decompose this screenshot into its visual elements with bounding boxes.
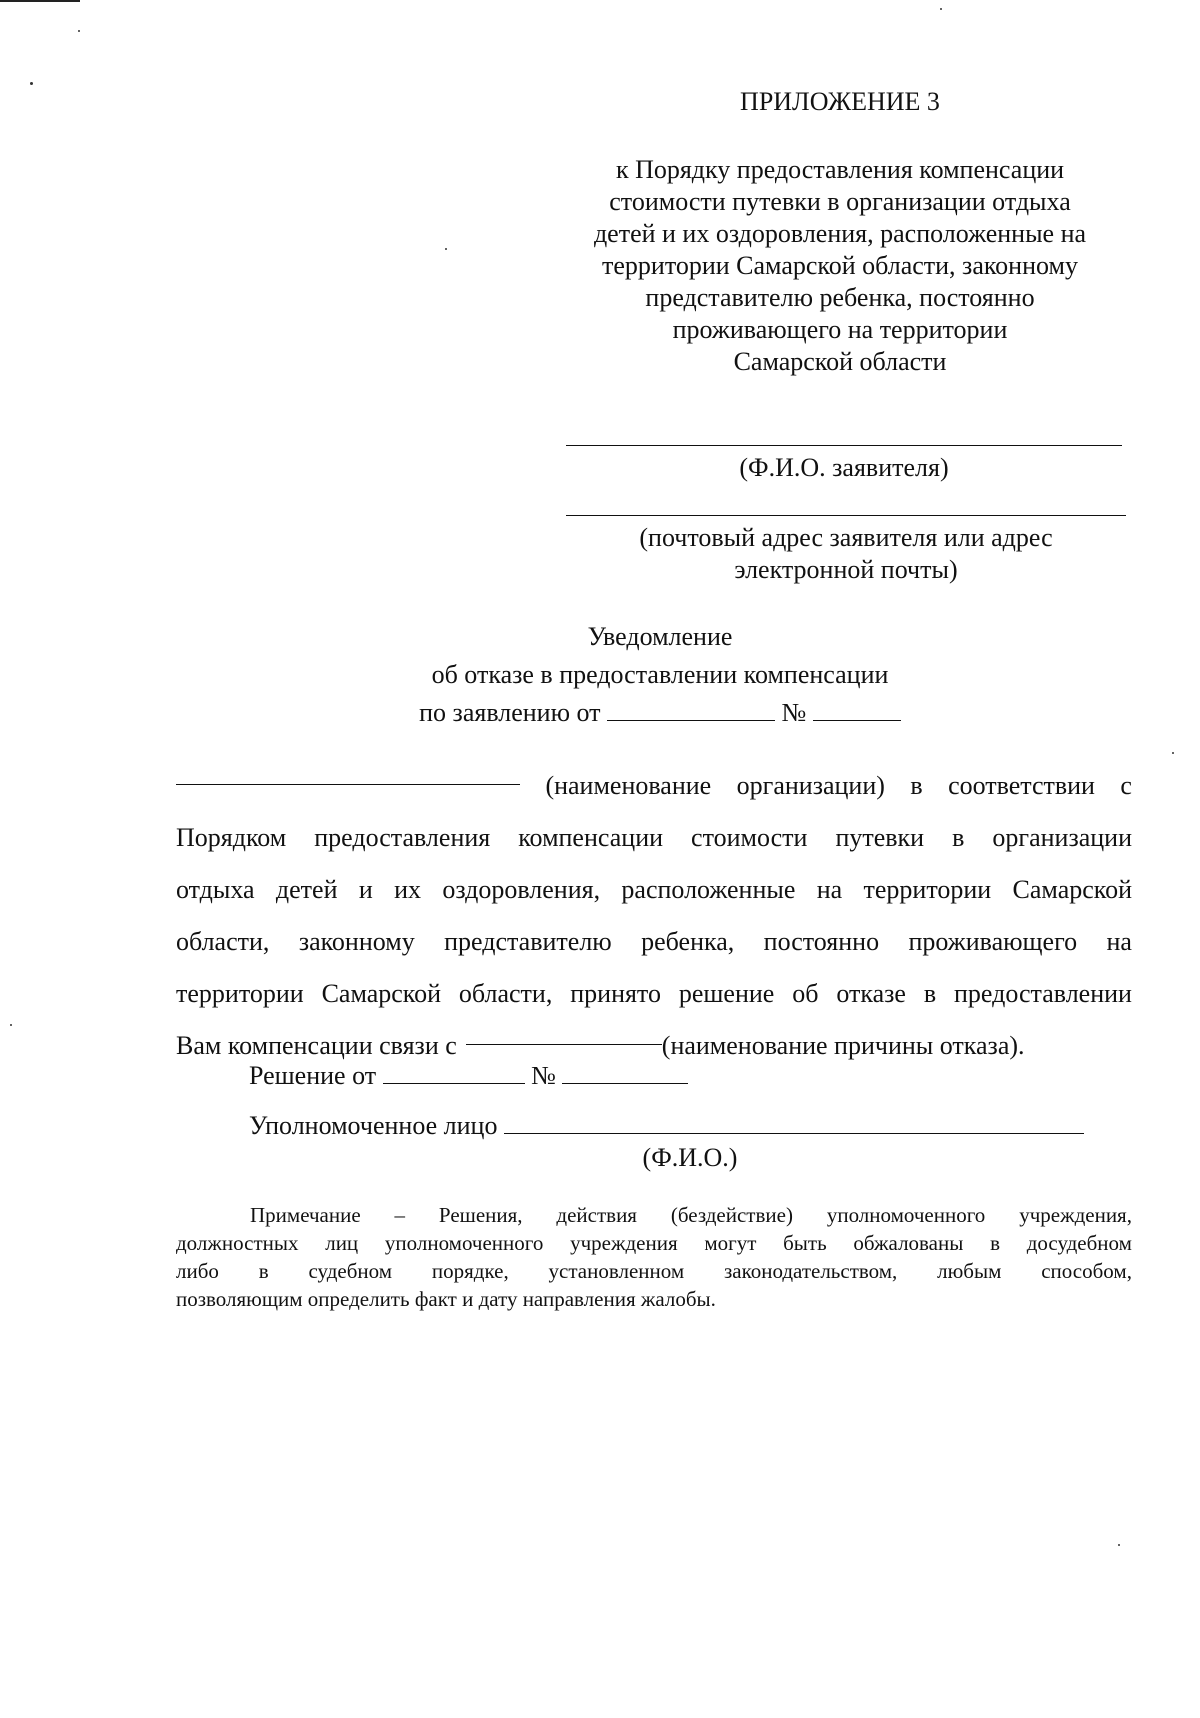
decision-date-blank [383, 1059, 525, 1084]
applicant-name-line [566, 445, 1122, 446]
body-word: в [923, 979, 937, 1008]
body-line-2 [176, 812, 1132, 864]
applicant-address-caption [566, 522, 1126, 586]
body-word: Самарской [1012, 875, 1132, 904]
scan-speck [30, 82, 33, 85]
body-line-1 [176, 760, 1132, 812]
body-word: законному [298, 927, 415, 956]
refusal-reason-blank [466, 1020, 662, 1045]
note-word: Примечание [250, 1203, 361, 1227]
applicant-name-caption: (Ф.И.О. заявителя) [739, 453, 949, 482]
applicant-address-line [566, 515, 1126, 516]
caption-line: Самарской области [733, 347, 947, 376]
body-word: организации) [736, 771, 885, 800]
notice-subtitle: об отказе в предоставлении компенсации [431, 660, 889, 689]
note-line-1 [176, 1201, 1132, 1229]
note-word: (бездействие) [670, 1203, 793, 1227]
body-word: отказе [836, 979, 906, 1008]
body-word: в [910, 771, 923, 800]
body-word: расположенные [621, 875, 796, 904]
body-word: компенсации [518, 823, 664, 852]
address-caption-line: (почтовый адрес заявителя или адрес [639, 523, 1053, 552]
body-word: детей [275, 875, 338, 904]
body-word: области, [458, 979, 553, 1008]
note-word: любым [937, 1259, 1002, 1283]
notice-title: Уведомление [587, 622, 733, 651]
body-word: оздоровления, [442, 875, 601, 904]
note-block [176, 1201, 1132, 1313]
caption-line: к Порядку предоставления компенсации [615, 155, 1065, 184]
body-word: Порядком [176, 823, 287, 852]
body-word: области, [176, 927, 270, 956]
scan-speck [10, 1024, 12, 1026]
decision-number-blank [562, 1059, 688, 1084]
note-word: действия [556, 1203, 637, 1227]
note-word: должностных [176, 1231, 299, 1255]
body-word: Самарской [321, 979, 442, 1008]
note-word: учреждения, [1019, 1203, 1132, 1227]
note-word: в [258, 1259, 269, 1283]
note-line-3 [176, 1257, 1132, 1285]
body-word: решение [678, 979, 775, 1008]
body-line-3 [176, 864, 1132, 916]
authorized-person-label: Уполномоченное лицо [249, 1111, 498, 1140]
body-word: отдыха [176, 875, 255, 904]
body-word: представителю [444, 927, 612, 956]
body-word: организации [992, 823, 1132, 852]
body-word: ребенка, [641, 927, 735, 956]
note-word: в [990, 1231, 1000, 1255]
notice-body [176, 760, 1132, 1072]
note-word: судебном [308, 1259, 393, 1283]
note-line-2 [176, 1229, 1132, 1257]
authorized-person-caption: (Ф.И.О.) [642, 1143, 738, 1172]
decision-number-sign: № [531, 1061, 556, 1090]
authorized-person-blank [504, 1109, 1084, 1134]
body-word: на [1106, 927, 1132, 956]
body-word: проживающего [908, 927, 1078, 956]
application-prefix: по заявлению от [419, 698, 601, 727]
caption-line: проживающего на территории [672, 315, 1008, 344]
note-word: установленном [548, 1259, 685, 1283]
body-word: предоставления [314, 823, 491, 852]
note-word: порядке, [431, 1259, 509, 1283]
body-word: их [394, 875, 421, 904]
decision-row [249, 1056, 688, 1096]
note-word: законодательством, [723, 1259, 898, 1283]
application-reference [300, 694, 1020, 732]
note-word: уполномоченного [384, 1231, 544, 1255]
body-word: путевки [835, 823, 925, 852]
note-word: либо [176, 1259, 219, 1283]
body-line-4 [176, 916, 1132, 968]
caption-line: представителю ребенка, постоянно [645, 283, 1035, 312]
note-word: обжалованы [853, 1231, 964, 1255]
scan-speck [445, 248, 447, 250]
note-word: позволяющим определить факт и дату направления жалобы. [176, 1287, 716, 1311]
body-word: предоставлении [954, 979, 1132, 1008]
body-word: принято [570, 979, 661, 1008]
body-word: (наименование [545, 771, 712, 800]
scan-speck [78, 30, 80, 32]
note-line-4 [176, 1285, 1132, 1313]
body-word: территории [863, 875, 992, 904]
note-word: Решения, [438, 1203, 523, 1227]
body-word: постоянно [763, 927, 880, 956]
address-caption-line: электронной почты) [734, 555, 958, 584]
note-word: могут [704, 1231, 757, 1255]
decision-prefix: Решение от [249, 1061, 377, 1090]
refusal-reason-caption: (наименование причины отказа). [661, 1031, 1025, 1060]
note-word: уполномоченного [826, 1203, 986, 1227]
notice-heading [300, 618, 1020, 732]
refusal-reason-prefix: Вам компенсации связи с [176, 1031, 457, 1060]
note-word: способом, [1041, 1259, 1132, 1283]
caption-line: территории Самарской области, законному [602, 251, 1078, 280]
body-word: в [952, 823, 965, 852]
application-date-blank [607, 696, 775, 721]
body-word: и [358, 875, 373, 904]
appendix-caption [560, 154, 1120, 378]
authorized-person-row [249, 1106, 1084, 1146]
body-word: об [792, 979, 819, 1008]
scan-edge-mark [0, 0, 80, 2]
body-word: стоимости [691, 823, 808, 852]
note-word: – [394, 1203, 406, 1227]
body-word: на [816, 875, 843, 904]
note-word: быть [783, 1231, 827, 1255]
body-line-5 [176, 968, 1132, 1020]
scan-speck [940, 8, 942, 10]
appendix-title: ПРИЛОЖЕНИЕ 3 [740, 87, 940, 116]
note-word: лиц [325, 1231, 359, 1255]
organization-name-blank [176, 760, 520, 785]
caption-line: стоимости путевки в организации отдыха [609, 187, 1071, 216]
scan-speck [1172, 752, 1174, 754]
note-word: учреждения [570, 1231, 678, 1255]
application-number-blank [813, 696, 901, 721]
note-word: досудебном [1026, 1231, 1132, 1255]
body-word: соответствии [948, 771, 1095, 800]
number-sign: № [781, 698, 807, 727]
body-word: с [1120, 771, 1132, 800]
caption-line: детей и их оздоровления, расположенные на [593, 219, 1087, 248]
scan-speck [1118, 1544, 1120, 1546]
body-word: территории [176, 979, 304, 1008]
